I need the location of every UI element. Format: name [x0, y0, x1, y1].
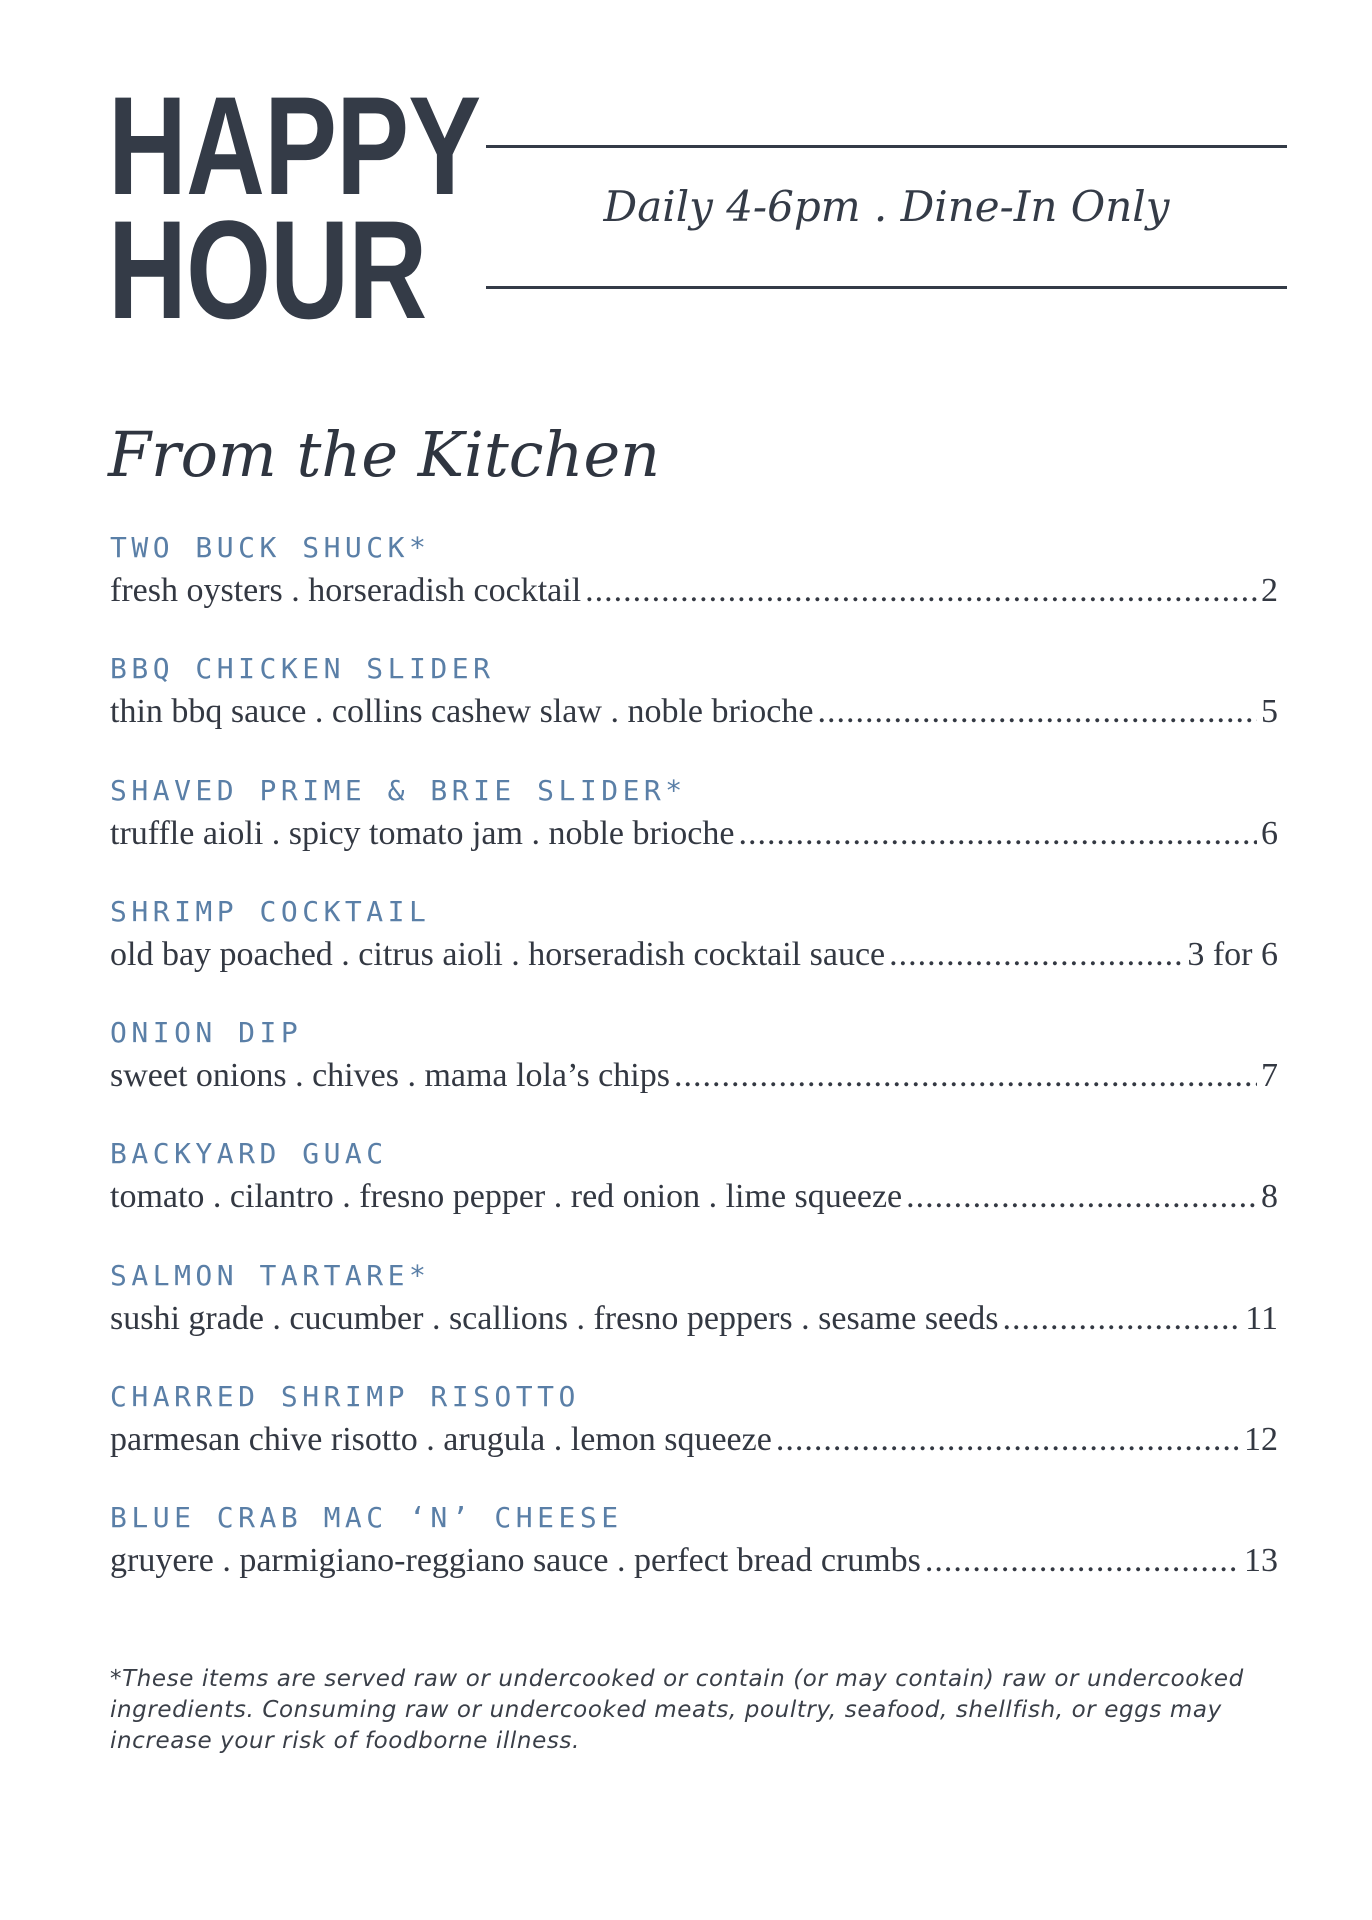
- menu-item: [110, 771, 1278, 892]
- menu-item-name: TWO BUCK SHUCK*: [110, 531, 431, 564]
- menu-item-price: 2: [1261, 572, 1278, 609]
- menu-item: [110, 1377, 1278, 1498]
- menu-item-price: 3 for 6: [1187, 935, 1278, 973]
- menu-item-detail-line: [110, 1176, 1278, 1218]
- menu-item-price: 8: [1261, 1178, 1278, 1216]
- menu-item-detail-line: [110, 1298, 1278, 1340]
- dot-leader: [906, 1176, 1257, 1218]
- dot-leader: [925, 1540, 1240, 1582]
- dot-leader: [776, 1419, 1240, 1461]
- menu-item-description: sweet onions . chives . mama lola’s chips: [110, 1057, 670, 1095]
- title-line-hour: HOUR: [108, 191, 427, 348]
- menu-item-description: sushi grade . cucumber . scallions . fresno peppers . sesame seeds: [110, 1299, 999, 1337]
- menu-item-detail-line: [110, 570, 1278, 612]
- header-divider-bottom: [486, 286, 1287, 289]
- menu-item-description: tomato . cilantro . fresno pepper . red onion . lime squeeze: [110, 1178, 903, 1216]
- menu-item-detail-line: [110, 934, 1278, 976]
- menu-item-detail-line: [110, 1055, 1278, 1097]
- dot-leader: [585, 570, 1257, 612]
- menu-item-price: 5: [1261, 693, 1278, 731]
- menu-item: [110, 1013, 1278, 1134]
- menu-item: [110, 1256, 1278, 1377]
- menu-list: [110, 528, 1278, 1620]
- dot-leader: [889, 934, 1183, 976]
- menu-item-name: SHRIMP COCKTAIL: [110, 894, 431, 928]
- menu-item-detail-line: [110, 1419, 1278, 1461]
- menu-item-price: 6: [1261, 814, 1278, 852]
- menu-item: [110, 892, 1278, 1013]
- menu-item-price: 7: [1261, 1057, 1278, 1095]
- menu-item-detail-line: [110, 691, 1278, 733]
- menu-item-description: parmesan chive risotto . arugula . lemon squeeze: [110, 1421, 772, 1459]
- menu-item-detail-line: [110, 1540, 1278, 1582]
- title-line-happy: HAPPY: [108, 67, 481, 224]
- menu-item-name: SALMON TARTARE*: [110, 1258, 431, 1292]
- menu-item-price: 12: [1244, 1421, 1278, 1459]
- menu-item: [110, 1134, 1278, 1255]
- hours-subtitle: Daily 4-6pm . Dine-In Only: [603, 182, 1170, 231]
- menu-item-detail-line: [110, 813, 1278, 855]
- menu-item: [110, 1498, 1278, 1619]
- menu-item-description: old bay poached . citrus aioli . horseradish cocktail sauce: [110, 935, 886, 973]
- menu-item-name: BACKYARD GUAC: [110, 1137, 388, 1171]
- menu-item-name: ONION DIP: [110, 1016, 303, 1050]
- page-title: [108, 67, 481, 348]
- menu-item-description: truffle aioli . spicy tomato jam . noble brioche: [110, 814, 735, 852]
- dot-leader: [674, 1055, 1257, 1097]
- dot-leader: [817, 691, 1257, 733]
- dot-leader: [1002, 1298, 1241, 1340]
- menu-item-description: thin bbq sauce . collins cashew slaw . noble brioche: [110, 693, 814, 731]
- raw-food-disclaimer: *These items are served raw or undercooked or contain (or may contain) raw or undercooked ingredients. Consuming raw or undercooked meats, poultry, seafood, shellfish, or eggs may increase your risk of foodborne illness.: [110, 1666, 1244, 1754]
- header-divider-top: [486, 145, 1287, 148]
- menu-item: [110, 528, 1278, 649]
- menu-item-name: BLUE CRAB MAC ‘N’ CHEESE: [110, 1501, 623, 1535]
- menu-item-name: SHAVED PRIME & BRIE SLIDER*: [110, 773, 687, 807]
- menu-item-price: 11: [1245, 1299, 1278, 1337]
- menu-item-description: gruyere . parmigiano-reggiano sauce . perfect bread crumbs: [110, 1542, 921, 1580]
- menu-item-name: CHARRED SHRIMP RISOTTO: [110, 1380, 580, 1414]
- section-title: From the Kitchen: [108, 418, 661, 491]
- menu-item: [110, 649, 1278, 770]
- dot-leader: [738, 813, 1257, 855]
- menu-item-description: fresh oysters . horseradish cocktail: [110, 572, 582, 609]
- menu-item-name: BBQ CHICKEN SLIDER: [110, 652, 495, 686]
- menu-item-price: 13: [1244, 1542, 1278, 1580]
